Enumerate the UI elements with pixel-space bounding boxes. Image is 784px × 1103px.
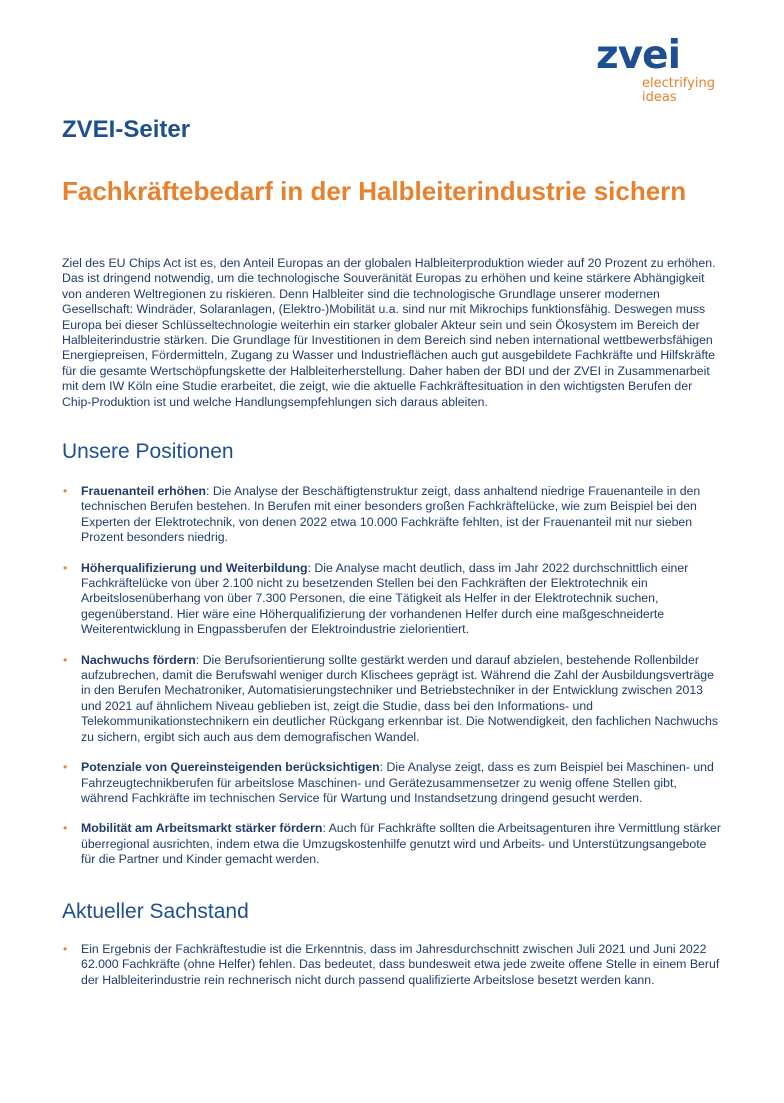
position-text: : Die Analyse zeigt, dass es zum Beispiel bei Maschinen- und Fahrzeugtechnikberufen für arbeitslose Maschinen- und Gerätezusammensetzer zu wenig offene Stellen gibt, während Fachkräfte im technischen Service für Wartung und Instandsetzung dringend gesucht werden. xyxy=(81,760,714,805)
bullet-icon: • xyxy=(63,652,68,667)
bullet-icon: • xyxy=(63,942,68,956)
position-text: : Die Analyse der Beschäftigtenstruktur zeigt, dass anhaltend niedrige Frauenanteile in den technischen Berufen bestehen. In Berufen mit einer besonders großen Fachkräftelücke, wie zum Beispiel bei den Experten der Elektrotechnik, von denen 2022 etwa 10.000 Fachkräfte fehlten, ist der Frauenanteil mit nur sieben Prozent besonders niedrig. xyxy=(81,484,701,545)
status-text: Ein Ergebnis der Fachkräftestudie ist die Erkenntnis, dass im Jahresdurchschnitt zwischen Juli 2021 und Juni 2022 62.000 Fachkräfte (ohne Helfer) fehlen. Das bedeutet, dass bundesweit etwa jede zweite offene Stelle in einem Beruf der Halbleiterindustrie rein rechnerisch nicht durch passend qualifizierte Arbeitslose besetzt werden kann. xyxy=(81,942,720,987)
position-item xyxy=(62,821,722,867)
position-text: : Auch für Fachkräfte sollten die Arbeitsagenturen ihre Vermittlung stärker überregional ausrichten, indem etwa die Umzugskostenhilfe genutzt wird und Arbeits- und Unterstützungsangebote für die Partner und Kinder gemacht werden. xyxy=(81,821,721,867)
bullet-icon: • xyxy=(63,484,68,498)
bullet-icon: • xyxy=(63,760,68,775)
position-lead: Höherqualifizierung und Weiterbildung xyxy=(81,560,308,575)
series-title: ZVEI-Seiter xyxy=(62,116,191,143)
bullet-icon: • xyxy=(63,560,68,575)
logo-tagline-line-1: electrifying xyxy=(642,76,715,91)
zvei-logo xyxy=(596,33,736,105)
position-item xyxy=(62,760,722,806)
logo-tagline-line-2: ideas xyxy=(642,90,677,105)
position-text: : Die Berufsorientierung sollte gestärkt werden und darauf abzielen, bestehende Rollenbilder aufzubrechen, damit die Berufswahl weniger durch Klischees geprägt ist. Während die Zahl der Ausbildungsverträge in den Berufen Mechatroniker, Automatisierungstechniker und Betriebstechniker in der Entwicklung zwischen 2013 und 2021 auf ähnlichem Niveau geblieben ist, zeigt die Studie, dass bei den Informations- und Telekommunikationstechnikern ein deutlicher Rückgang erkennbar ist. Die Notwendigkeit, den fachlichen Nachwuchs zu sichern, ergibt sich auch aus dem demografischen Wandel. xyxy=(81,652,719,744)
position-lead: Frauenanteil erhöhen xyxy=(81,484,207,498)
status-item xyxy=(62,942,722,988)
status-heading: Aktueller Sachstand xyxy=(62,900,249,923)
positions-heading: Unsere Positionen xyxy=(62,440,234,463)
positions-list xyxy=(62,484,722,883)
status-list xyxy=(62,942,722,1003)
logo-tagline xyxy=(642,77,736,105)
page-title: Fachkräftebedarf in der Halbleiterindustrie sichern xyxy=(62,176,687,206)
position-item xyxy=(62,561,722,638)
position-lead: Nachwuchs fördern xyxy=(81,652,196,667)
position-lead: Mobilität am Arbeitsmarkt stärker fördern xyxy=(81,821,323,836)
position-text: : Die Analyse macht deutlich, dass im Jahr 2022 durchschnittlich einer Fachkräftelücke von über 2.100 nicht zu besetzenden Stellen bei den Fachkräften der Elektrotechnik ein Arbeitslosenüberhang von über 7.300 Personen, die eine Tätigkeit als Helfer in der Elektrotechnik suchen, gegenüberstand. Hier wäre eine Höherqualifizierung der vorhandenen Helfer durch eine maßgeschneiderte Weiterentwicklung in Engpassberufen der Elektroindustrie zielorientiert. xyxy=(81,560,689,637)
position-item xyxy=(62,484,722,546)
intro-paragraph: Ziel des EU Chips Act ist es, den Anteil Europas an der globalen Halbleiterproduktion wieder auf 20 Prozent zu erhöhen. Das ist dringend notwendig, um die technologische Souveränität Europas zu erhöhen und keine stärkere Abhängigkeit von anderen Weltregionen zu riskieren. Denn Halbleiter sind die technologische Grundlage unserer modernen Gesellschaft: Windräder, Solaranlagen, (Elektro-)Mobilität u.a. sind nur mit Mikrochips funktionsfähig. Deswegen muss Europa bei dieser Schlüsseltechnologie weiterhin ein starker globaler Akteur sein und sein Ökosystem im Bereich der Halbleiterindustrie stärken. Die Grundlage für Investitionen in dem Bereich sind neben international wettbewerbsfähigen Energiepreisen, Fördermitteln, Zugang zu Wasser und Industrieflächen auch gut ausgebildete Fachkräfte und Hilfskräfte für die gesamte Wertschöpfungskette der Halbleiterherstellung. Daher haben der BDI und der ZVEI in Zusammenarbeit mit dem IW Köln eine Studie erarbeitet, die zeigt, wie die aktuelle Fachkräftesituation in den wichtigsten Berufen der Chip-Produktion ist und welche Handlungsempfehlungen sich daraus ableiten. xyxy=(62,256,716,409)
logo-wordmark: zvei xyxy=(596,33,680,78)
position-item xyxy=(62,653,722,745)
bullet-icon: • xyxy=(63,821,68,836)
position-lead: Potenziale von Quereinsteigenden berücksichtigen xyxy=(81,760,380,775)
